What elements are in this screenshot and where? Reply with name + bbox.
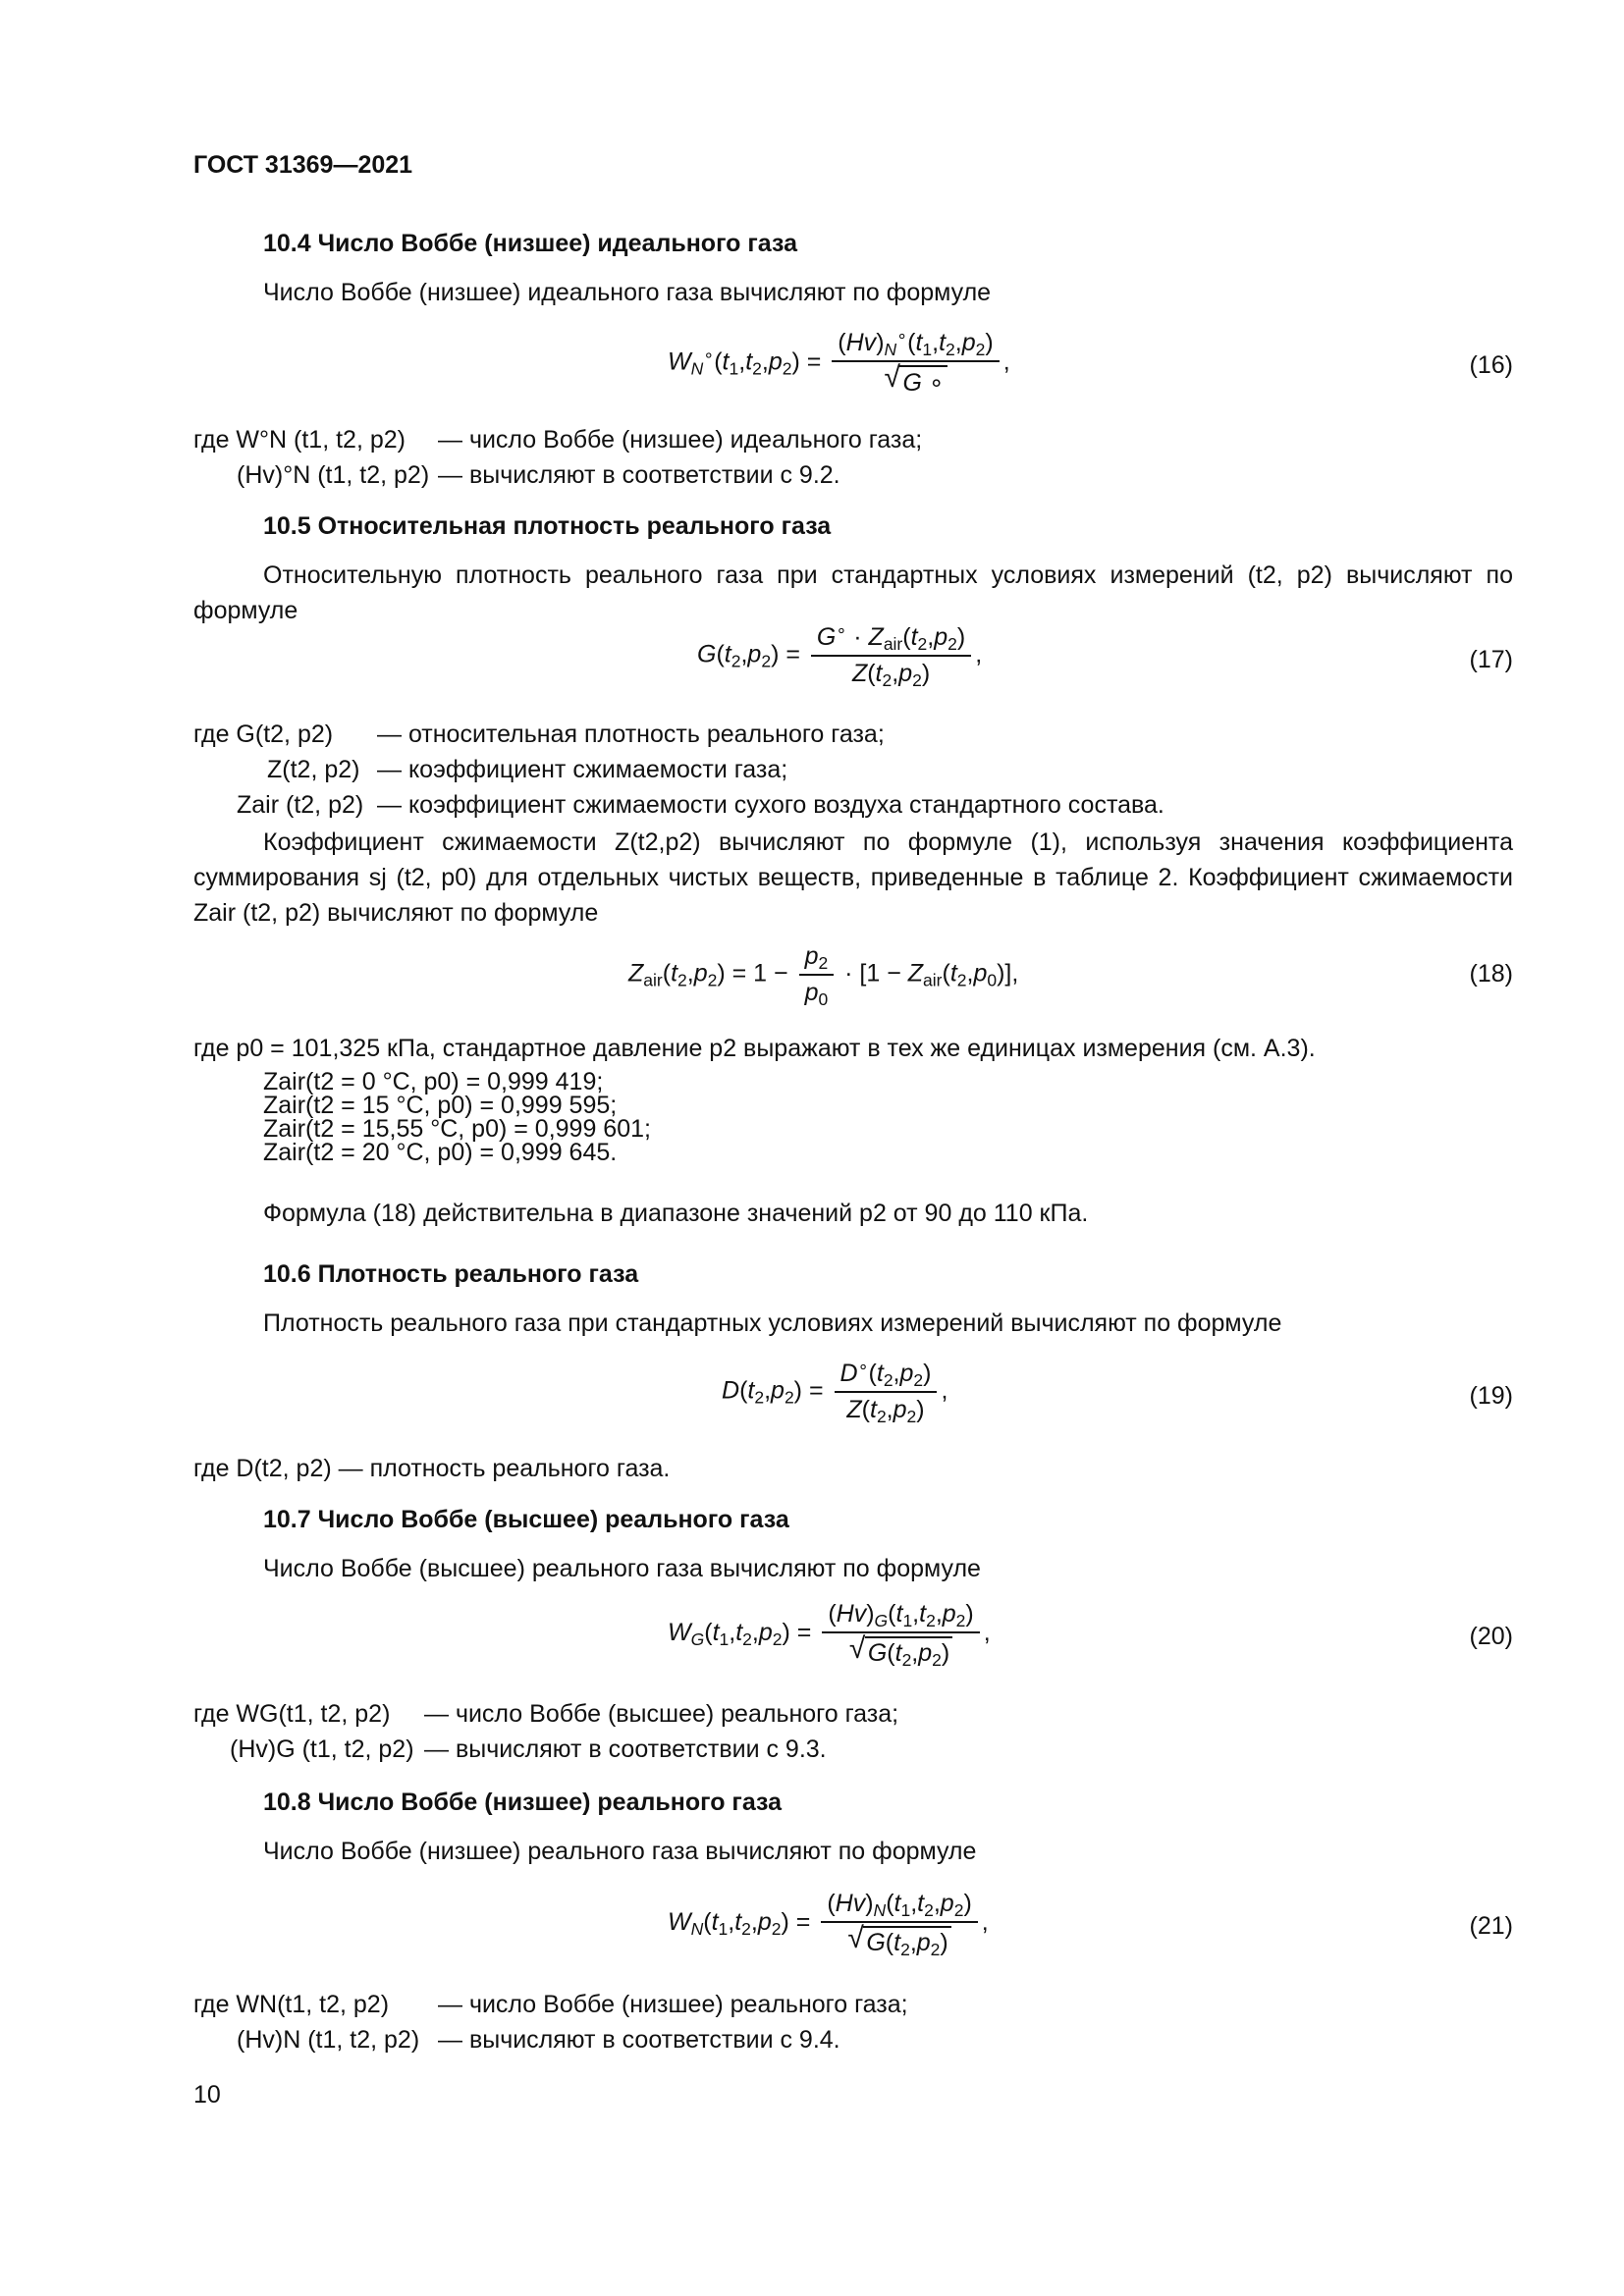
where-symbol-g: где G(t2, p2) — [193, 721, 334, 748]
section-title-10-4: 10.4 Число Воббе (низшее) идеального газа — [263, 230, 797, 257]
equation-number-19: (19) — [1469, 1382, 1513, 1410]
equation-number-17: (17) — [1469, 646, 1513, 673]
where-symbol-zair: Zair (t2, p2) — [237, 791, 364, 819]
section-intro-10-4: Число Воббе (низшее) идеального газа вычисляют по формуле — [263, 279, 992, 306]
where-text-z: — коэффициент сжимаемости газа; — [377, 756, 788, 783]
where-symbol-wg: где WG(t1, t2, p2) — [193, 1700, 391, 1728]
section-title-10-7: 10.7 Число Воббе (высшее) реального газа — [263, 1506, 789, 1533]
section-title-10-5: 10.5 Относительная плотность реального газа — [263, 512, 832, 540]
where-text-g: — относительная плотность реального газа; — [377, 721, 885, 748]
where-symbol-wn-ideal: где W°N (t1, t2, p2) — [193, 426, 406, 454]
where-text-wn-ideal: — число Воббе (низшее) идеального газа; — [438, 426, 923, 454]
formula-16: $W_N^\circ(t_1,t_2,p_2)$ = $(Hv)_N^\circ(t_1,t_2,p_2)$ √ G ∘ , — [668, 326, 1010, 397]
p0-definition: где p0 = 101,325 кПа, стандартное давление p2 выражают в тех же единицах измерения (см. А.3). — [193, 1035, 1316, 1062]
formula-17: $G(t_2,p_2)$ = $\frac{G^\circ \cdot Z_{air}(t_2,p_2)}{Z(t_2,p_2)}$ , — [697, 620, 983, 690]
where-symbol-z: Z(t2, p2) — [267, 756, 360, 783]
section-intro-10-5: Относительную плотность реального газа при стандартных условиях измерений (t2, p2) вычисляют по формуле — [193, 561, 1513, 624]
formula-18-validity: Формула (18) действительна в диапазоне значений p2 от 90 до 110 кПа. — [263, 1200, 1089, 1227]
section-intro-10-8: Число Воббе (низшее) реального газа вычисляют по формуле — [263, 1838, 977, 1865]
equation-number-16: (16) — [1469, 351, 1513, 379]
zair-value-15-55c: Zair(t2 = 15,55 °C, p0) = 0,999 601; — [263, 1115, 651, 1143]
formula-21: $W_N(t_1,t_2,p_2)$ = $(Hv)_N(t_1,t_2,p_2)$ √ $G(t_2,p_2)$ , — [668, 1890, 989, 1959]
formula-18: $Z_{air}(t_2,p_2) = 1$ − $\frac{p_2}{p_0}$ · $[1 - Z_{air}(t_2,p_0)]$, — [628, 942, 1019, 1009]
formula-20: $W_G(t_1,t_2,p_2)$ = $(Hv)_G(t_1,t_2,p_2)$ √ $G(t_2,p_2)$ , — [668, 1600, 991, 1670]
where-text-wg: — число Воббе (высшее) реального газа; — [424, 1700, 899, 1728]
where-text-hvg: — вычисляют в соответствии с 9.3. — [424, 1735, 827, 1763]
page-number: 10 — [193, 2081, 221, 2109]
section-intro-10-6: Плотность реального газа при стандартных условиях измерений вычисляют по формуле — [263, 1309, 1282, 1337]
equation-number-20: (20) — [1469, 1623, 1513, 1650]
where-text-zair: — коэффициент сжимаемости сухого воздуха стандартного состава. — [377, 791, 1164, 819]
paragraph-compressibility: Коэффициент сжимаемости Z(t2,p2) вычисляют по формуле (1), используя значения коэффициента суммирования sj (t2, p0) для отдельных чистых веществ, приведенные в таблице 2. Коэффициент сжимаемости Zair (t2, p2) вычисляют по формуле — [193, 828, 1513, 927]
where-d: где D(t2, p2) — плотность реального газа. — [193, 1455, 671, 1482]
section-intro-10-7: Число Воббе (высшее) реального газа вычисляют по формуле — [263, 1555, 981, 1582]
where-symbol-hvn: (Hv)N (t1, t2, p2) — [237, 2026, 420, 2054]
formula-19: $D(t_2,p_2)$ = $\frac{D^\circ(t_2,p_2)}{Z(t_2,p_2)}$ , — [722, 1357, 948, 1426]
zair-values-list — [263, 1070, 651, 1164]
equation-number-18: (18) — [1469, 960, 1513, 988]
where-text-wn: — число Воббе (низшее) реального газа; — [438, 1991, 908, 2018]
zair-value-15c: Zair(t2 = 15 °C, p0) = 0,999 595; — [263, 1092, 618, 1119]
where-symbol-hvn-ideal: (Hv)°N (t1, t2, p2) — [237, 461, 430, 489]
section-title-10-6: 10.6 Плотность реального газа — [263, 1260, 639, 1288]
section-title-10-8: 10.8 Число Воббе (низшее) реального газа — [263, 1789, 783, 1816]
zair-value-20c: Zair(t2 = 20 °C, p0) = 0,999 645. — [263, 1139, 618, 1166]
where-text-hvn-ideal: — вычисляют в соответствии с 9.2. — [438, 461, 840, 489]
where-text-hvn: — вычисляют в соответствии с 9.4. — [438, 2026, 840, 2054]
zair-value-0c: Zair(t2 = 0 °C, p0) = 0,999 419; — [263, 1068, 604, 1095]
where-symbol-hvg: (Hv)G (t1, t2, p2) — [230, 1735, 414, 1763]
equation-number-21: (21) — [1469, 1912, 1513, 1940]
where-symbol-wn: где WN(t1, t2, p2) — [193, 1991, 390, 2018]
document-header: ГОСТ 31369—2021 — [193, 151, 413, 179]
